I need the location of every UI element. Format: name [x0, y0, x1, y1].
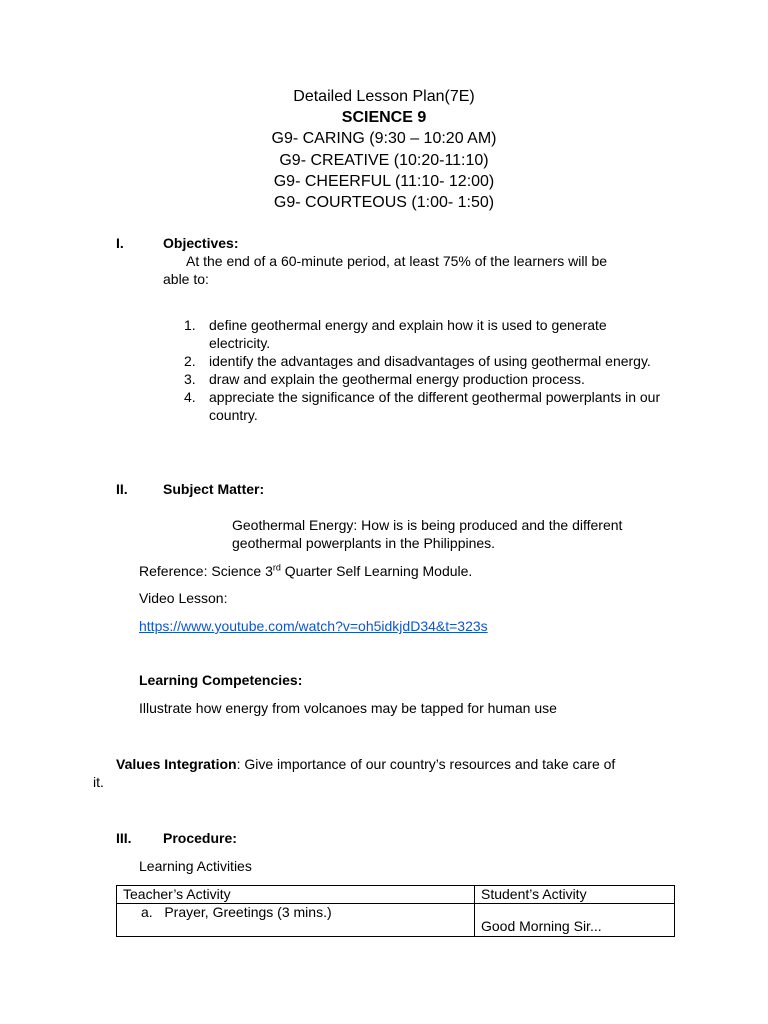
subject-matter-numeral: II.: [116, 481, 128, 497]
student-activity-header: Student’s Activity: [475, 886, 675, 904]
competencies-text: Illustrate how energy from volcanoes may be tapped for human use: [139, 700, 557, 716]
competencies-heading: Learning Competencies:: [139, 672, 303, 688]
objective-text: define geothermal energy and explain how it is used to generate electricity.: [209, 317, 607, 351]
objective-text: identify the advantages and disadvantages of using geothermal energy.: [209, 353, 651, 369]
values-text: : Give importance of our country’s resources and take care of: [236, 756, 616, 772]
objectives-intro-cont: able to:: [163, 271, 209, 287]
table-row: [117, 904, 675, 937]
objectives-intro: At the end of a 60-minute period, at least 75% of the learners will be: [186, 253, 608, 269]
objectives-numeral: I.: [116, 235, 124, 251]
subject-title: SCIENCE 9: [341, 109, 427, 126]
objective-item: [184, 388, 674, 424]
objective-text: draw and explain the geothermal energy production process.: [209, 371, 585, 387]
procedure-numeral: III.: [116, 830, 132, 846]
table-header-row: [117, 886, 675, 904]
objective-item: [184, 370, 669, 388]
lesson-plan-title: Detailed Lesson Plan(7E): [293, 88, 475, 105]
student-activity-cell: [475, 904, 675, 937]
video-lesson-label: Video Lesson:: [139, 590, 228, 606]
objectives-list: [184, 316, 674, 424]
reference-suffix: Quarter Self Learning Module.: [280, 563, 473, 579]
objective-text: appreciate the significance of the different geothermal powerplants in our country.: [209, 389, 661, 423]
student-response-text: Good Morning Sir...: [481, 918, 602, 934]
teacher-activity-cell: [117, 904, 475, 937]
procedure-heading: Procedure:: [163, 830, 237, 846]
section-courteous: G9- COURTEOUS (1:00- 1:50): [273, 194, 495, 211]
objective-number: 3.: [184, 371, 196, 387]
objective-item: [184, 316, 669, 352]
learning-activities-label: Learning Activities: [139, 858, 252, 874]
reference-superscript: rd: [272, 562, 281, 573]
objective-item: [184, 352, 669, 370]
objective-number: 4.: [184, 389, 196, 405]
topic-text-cont: geothermal powerplants in the Philippines.: [232, 535, 496, 551]
values-label: Values Integration: [116, 756, 237, 772]
values-integration: [116, 756, 615, 772]
video-lesson-link[interactable]: https://www.youtube.com/watch?v=oh5idkjdD34&t=323s: [139, 618, 488, 634]
section-caring: G9- CARING (9:30 – 10:20 AM): [271, 130, 497, 147]
topic-text: Geothermal Energy: How is is being produced and the different: [232, 517, 623, 533]
section-cheerful: G9- CHEERFUL (11:10- 12:00): [273, 173, 495, 190]
values-text-cont: it.: [93, 774, 104, 790]
teacher-activity-header: Teacher’s Activity: [117, 886, 475, 904]
prayer-greetings-text: a. Prayer, Greetings (3 mins.): [141, 904, 332, 920]
objective-number: 1.: [184, 317, 196, 333]
reference-prefix: Reference: Science 3: [139, 563, 273, 579]
reference-text: [139, 563, 472, 579]
objective-number: 2.: [184, 353, 196, 369]
section-creative: G9- CREATIVE (10:20-11:10): [279, 152, 489, 169]
subject-matter-heading: Subject Matter:: [163, 481, 265, 497]
activities-table: [116, 885, 675, 937]
objectives-heading: Objectives:: [163, 235, 239, 251]
